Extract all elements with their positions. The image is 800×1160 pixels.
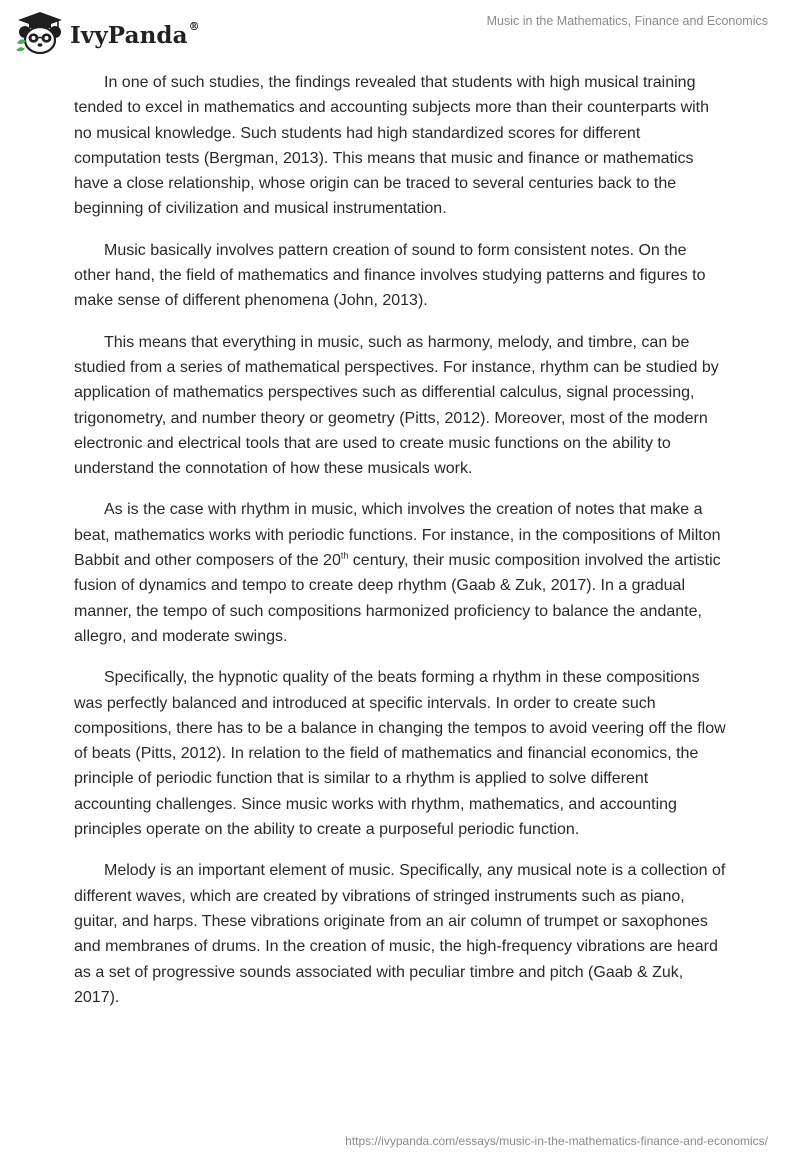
paragraph: This means that everything in music, such as harmony, melody, and timbre, can be studied from a series of mathematical perspectives. For instance, rhythm can be studied by application of mathematics perspectives such as differential calculus, signal processing, trigonometry, and number theory or geometry (Pitts, 2012). Moreover, most of the modern electronic and electrical tools that are used to create music functions on the ability to understand the connotation of how these musicals work. [74,333,719,478]
brand-wordmark [70,19,200,49]
paragraph: Melody is an important element of music. Specifically, any musical note is a collection of different waves, which are created by vibrations of stringed instruments such as piano, guitar, and harps. These vibrations originate from an air column of trumpet or saxophones and membranes of drums. In the creation of music, the high-frequency vibrations are heard as a set of progressive sounds associated with peculiar timbre and pitch (Gaab & Zuk, 2017). [74,862,726,1006]
trademark-symbol: ® [188,19,200,33]
paragraph: Music basically involves pattern creation of sound to form consistent notes. On the other hand, the field of mathematics and finance involves studying patterns and figures to make sense of different phenomena (John, 2013). [74,241,706,310]
brand-name: IvyPanda [70,21,188,49]
paragraph-text-after: century, their music composition involved the artistic fusion of dynamics and tempo to create deep rhythm (Gaab & Zuk, 2017). In a gradual manner, the tempo of such compositions harmonized proficiency to balance the andante, allegro, and moderate swings. [74,552,721,645]
paragraph-text-before: As is the case with rhythm in music, which involves the creation of notes that make a beat, mathematics works with periodic functions. For instance, in the compositions of Milton Babbit and other composers of the 20 [74,501,721,570]
source-url[interactable]: https://ivypanda.com/essays/music-in-the-mathematics-finance-and-economics/ [345,1134,768,1148]
paragraph: Specifically, the hypnotic quality of the beats forming a rhythm in these compositions was perfectly balanced and introduced at specific intervals. In order to create such compositions, there has to be a balance in changing the tempos to avoid veering off the flow of beats (Pitts, 2012). In relation to the field of mathematics and financial economics, the principle of periodic function that is similar to a rhythm is applied to solve different accounting challenges. Since music works with rhythm, mathematics, and accounting principles operate on the ability to create a purposeful periodic function. [74,669,726,839]
paragraph: In one of such studies, the findings revealed that students with high musical training tended to excel in mathematics and accounting subjects more than their counterparts with no musical knowledge. Such students had high standardized scores for different computation tests (Bergman, 2013). This means that music and finance or mathematics have a close relationship, whose origin can be traced to several centuries back to the beginning of civilization and musical instrumentation. [74,74,710,218]
running-header-title: Music in the Mathematics, Finance and Economics [486,14,768,28]
panda-graduate-icon [14,10,66,56]
brand-logo[interactable] [14,10,200,56]
ordinal-superscript: th [340,550,349,561]
essay-body [74,70,726,1026]
paragraph [74,497,726,649]
